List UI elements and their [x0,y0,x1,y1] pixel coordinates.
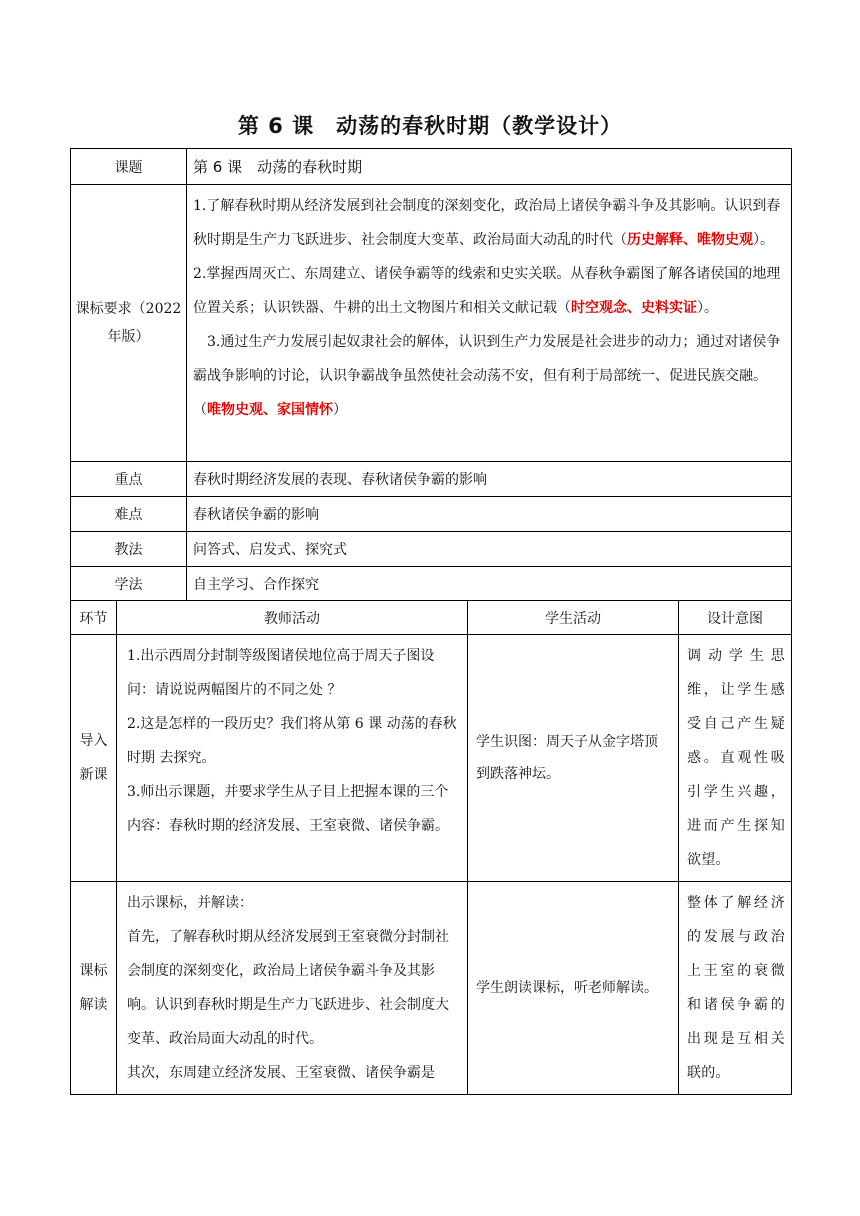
table-row [71,635,792,882]
teach-method-row [71,532,792,567]
requirement-1: 1.了解春秋时期从经济发展到社会制度的深刻变化，政治局上诸侯争霸斗争及其影响。认识到春秋时期是生产力飞跃进步、社会制度大变革、政治局面大动乱的时代（历史解释、唯物史观）。 [193,198,781,248]
student-activity-cell: 学生识图：周天子从金字塔顶到跌落神坛。 [468,635,679,882]
header-design-intent: 设计意图 [679,601,792,635]
difficulty-value: 春秋诸侯争霸的影响 [187,497,792,532]
table-row [71,882,792,1095]
lesson-row [71,149,792,185]
lesson-info-table [70,148,792,601]
teacher-activity-item: 首先，了解春秋时期从经济发展到王室衰微分封制社会制度的深刻变化，政治局上诸侯争霸斗争及其影响。认识到春秋时期是生产力飞跃进步、社会制度大变革、政治局面大动乱的时代。 [127,929,449,1047]
difficulty-label: 难点 [71,497,187,532]
document-title: 第 6 课 动荡的春秋时期（教学设计） [237,114,623,138]
teacher-activity-item: 出示课标，并解读： [127,895,253,911]
lesson-label: 课题 [71,149,187,185]
teach-method-label: 教法 [71,532,187,567]
focus-label: 重点 [71,462,187,497]
header-student-activity: 学生活动 [468,601,679,635]
teacher-activity-cell [117,635,468,882]
design-intent-cell: 调动学生思维，让学生感受自己产生疑惑。直观性吸引学生兴趣，进而产生探知欲望。 [679,635,792,882]
design-intent-cell: 整体了解经济的发展与政治上王室的衰微和诸侯争霸的出现是互相关联的。 [679,882,792,1095]
requirement-2: 2.掌握西周灭亡、东周建立、诸侯争霸等的线索和史实关联。从春秋争霸图了解各诸侯国的地理位置关系；认识铁器、牛耕的出土文物图片和相关文献记载（时空观念、史料实证）。 [193,266,781,316]
lesson-value: 第 6 课 动荡的春秋时期 [187,149,792,185]
difficulty-row [71,497,792,532]
student-activity-cell: 学生朗读课标，听老师解读。 [468,882,679,1095]
teach-method-value: 问答式、启发式、探究式 [187,532,792,567]
requirements-label: 课标要求（2022年版） [71,185,187,462]
process-header-row [71,601,792,635]
requirements-row [71,185,792,462]
requirements-content [187,185,792,462]
teacher-activity-cell [117,882,468,1095]
teacher-activity-item: 1.出示西周分封制等级图诸侯地位高于周天子图设问：请说说两幅图片的不同之处 ？ [127,648,435,698]
teacher-activity-item: 2.这是怎样的一段历史？我们将从第 6 课 动荡的春秋时期 去探究。 [127,716,457,766]
teaching-process-table [70,600,792,1095]
learn-method-label: 学法 [71,567,187,601]
requirement-3: 3.通过生产力发展引起奴隶社会的解体，认识到生产力发展是社会进步的动力；通过对诸侯争霸战争影响的讨论，认识争霸战争虽然使社会动荡不安，但有利于局部统一、促进民族交融。（唯物史观、家国情怀） [193,334,781,418]
header-stage: 环节 [71,601,117,635]
teacher-activity-item: 3.师出示课题，并要求学生从子目上把握本课的三个内容：春秋时期的经济发展、王室衰微、诸侯争霸。 [127,784,449,834]
teacher-activity-item: 其次，东周建立经济发展、王室衰微、诸侯争霸是 [127,1065,435,1081]
focus-value: 春秋时期经济发展的表现、春秋诸侯争霸的影响 [187,462,792,497]
stage-cell: 导入新课 [71,635,117,882]
focus-row [71,462,792,497]
learn-method-value: 自主学习、合作探究 [187,567,792,601]
stage-cell: 课标解读 [71,882,117,1095]
learn-method-row [71,567,792,601]
header-teacher-activity: 教师活动 [117,601,468,635]
